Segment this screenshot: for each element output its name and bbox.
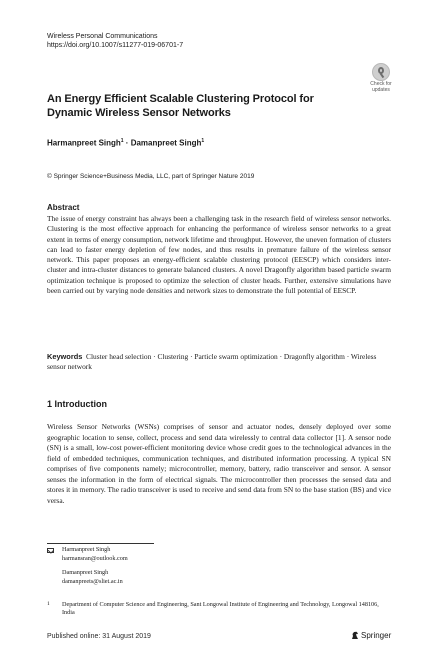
- keywords-list: Cluster head selection · Clustering · Particle swarm optimization · Dragonfly algorithm · Wireless sensor network: [47, 352, 377, 372]
- publisher-name: Springer: [361, 631, 392, 640]
- affiliation-text: Department of Computer Science and Engineering, Sant Longowal Institute of Engineering and Technology, Longowal 148106, India: [62, 601, 379, 617]
- abstract-text: The issue of energy constraint has always been a challenging task in the research field of wireless sensor networks. Clustering is the most effective approach for enhancing the performance of wireless sensor networks to a great extent in terms of energy consumption, network lifetime and throughput. However, the uneven formation of clusters can lead to faster energy depletion of few nodes, and thus results in premature failure of the wireless sensor network. This paper proposes an energy-efficient scalable clustering protocol (EESCP) which considers inter-cluster and intra-cluster distances to generate balanced clusters. A novel Dragonfly algorithm based particle swarm optimization technique is proposed to optimize the selection of cluster heads. Further, extensive simulations have been carried out by varying node densities and network sizes to demonstrate the full potential of EESCP.: [47, 214, 391, 296]
- abstract-heading: Abstract: [47, 203, 80, 212]
- published-online-date: Published online: 31 August 2019: [47, 633, 151, 640]
- keywords-block: [47, 352, 391, 373]
- check-for-updates-icon: [372, 63, 390, 81]
- author-name: Harmanpreet Singh: [47, 138, 121, 148]
- affiliation-mark: 1: [201, 138, 205, 144]
- check-for-updates-label: Check for updates: [370, 81, 392, 93]
- envelope-icon: [47, 548, 54, 553]
- coauthor-name: Damanpreet Singh: [62, 569, 109, 576]
- doi-link[interactable]: https://doi.org/10.1007/s11277-019-06701-7: [47, 42, 184, 49]
- section-heading-introduction: 1 Introduction: [47, 399, 107, 409]
- springer-horse-icon: [351, 631, 359, 640]
- check-for-updates-badge[interactable]: [366, 63, 396, 96]
- author-separator: ·: [123, 138, 131, 148]
- affiliation-mark: 1: [120, 138, 124, 144]
- keywords-label: Keywords: [47, 352, 83, 361]
- author-name: Damanpreet Singh: [130, 138, 202, 148]
- copyright-notice: © Springer Science+Business Media, LLC, part of Springer Nature 2019: [47, 173, 255, 180]
- paper-title: An Energy Efficient Scalable Clustering Protocol for Dynamic Wireless Sensor Networks: [47, 93, 314, 119]
- author-email[interactable]: harmansran@outlook.com: [62, 555, 128, 562]
- corresponding-author-name: Harmanpreet Singh: [62, 546, 111, 553]
- affiliation-mark: 1: [47, 601, 50, 607]
- author-list: [47, 136, 204, 149]
- introduction-text: Wireless Sensor Networks (WSNs) comprises of sensor and actuator nodes, densely deployed over some geographic location to sense, collect, process and send data wirelessly to central data collector [1]. A sensor node (SN) is a small, low-cost power-efficient monitoring device whose credit goes to the technological advances in the field of embedded techniques, communication techniques, and distributed information processing. A typical SN comprises of five components namely; microcontroller, memory, battery, radio transceiver and sensor. A sensor senses the information in the form of electrical signals. The microcontroller then processes the sensed data and stores it in memory. The radio transceiver is used to receive and send data from SN to the base station (BS) and vice versa.: [47, 422, 391, 505]
- footnote-divider: [47, 543, 154, 544]
- journal-name: Wireless Personal Communications: [47, 33, 158, 40]
- author-email[interactable]: damanpreets@sliet.ac.in: [62, 578, 123, 585]
